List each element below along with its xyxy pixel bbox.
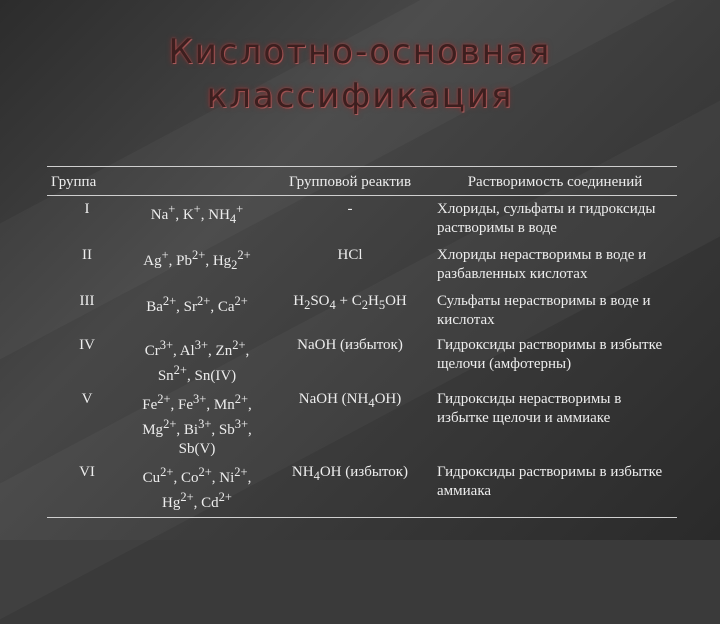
header-reagent: Групповой реактив (267, 167, 433, 196)
solubility-cell: Гидроксиды растворимы в избытке щелочи (амфотерны) (437, 336, 663, 372)
table-row (47, 196, 677, 242)
reagent-cell: NaOH $(NH_4OH)$ (298, 390, 402, 410)
solubility-cell: Сульфаты нерастворимы в воде и кислотах (437, 292, 651, 328)
group-cell: III (79, 292, 95, 309)
group-cell: I (84, 201, 90, 217)
table-row (47, 386, 677, 459)
reagent-cell: HCl (337, 246, 363, 263)
slide-title (0, 30, 720, 118)
solubility-cell: Хлориды нерастворимы в воде и разбавленных кислотах (437, 246, 647, 282)
title-line-2: классификация (206, 76, 514, 116)
group-cell: V (81, 390, 93, 407)
ions-cell: $Fe^{2+}$, $Fe^{3+}$, $Mn^{2+}$, $Mg^{2+}$, $Bi^{3+}$, $Sb^{3+}$, Sb(V) (142, 391, 252, 457)
table-row (47, 459, 677, 518)
header-ions (127, 167, 267, 196)
table-row (47, 288, 677, 332)
reagent-cell: $H_2SO_4 + C_2H_5OH$ (293, 292, 407, 312)
table-header-row (47, 167, 677, 196)
solubility-cell: Гидроксиды растворимы в избытке аммиака (433, 459, 677, 518)
ions-cell: Ag+, $Pb^{2+}$, $Hg_2^{2+}$ (143, 247, 251, 272)
group-cell: II (82, 246, 92, 263)
table-row (47, 242, 677, 288)
ions-cell: Na+, K+, $NH_4^+$ (150, 202, 244, 226)
classification-table (47, 166, 677, 518)
ions-cell: $Cu^{2+}$, $Co^{2+}$, $Ni^{2+}$, $Hg^{2+}$, $Cd^{2+}$ (127, 459, 267, 518)
header-solubility: Растворимость соединений (433, 167, 677, 196)
group-cell: VI (47, 459, 127, 518)
ions-cell: $Ba^{2+}$, $Sr^{2+}$, $Ca^{2+}$ (146, 293, 248, 315)
header-group: Группа (47, 167, 127, 196)
ions-cell: $Cr^{3+}$, $Al^{3+}$, $Zn^{2+}$, $Sn^{2+}$, Sn(IV) (144, 337, 250, 384)
reagent-cell: NaOH (избыток) (297, 336, 403, 353)
group-cell: IV (79, 336, 95, 353)
solubility-cell: Гидроксиды нерастворимы в избытке щелочи и аммиаке (437, 390, 622, 426)
reagent-cell: - (347, 201, 353, 217)
reagent-cell: $NH_4OH$ (избыток) (267, 459, 433, 518)
table-row (47, 332, 677, 386)
solubility-cell: Хлориды, сульфаты и гидроксиды растворимы в воде (437, 201, 656, 236)
title-line-1: Кислотно-основная (168, 32, 552, 72)
